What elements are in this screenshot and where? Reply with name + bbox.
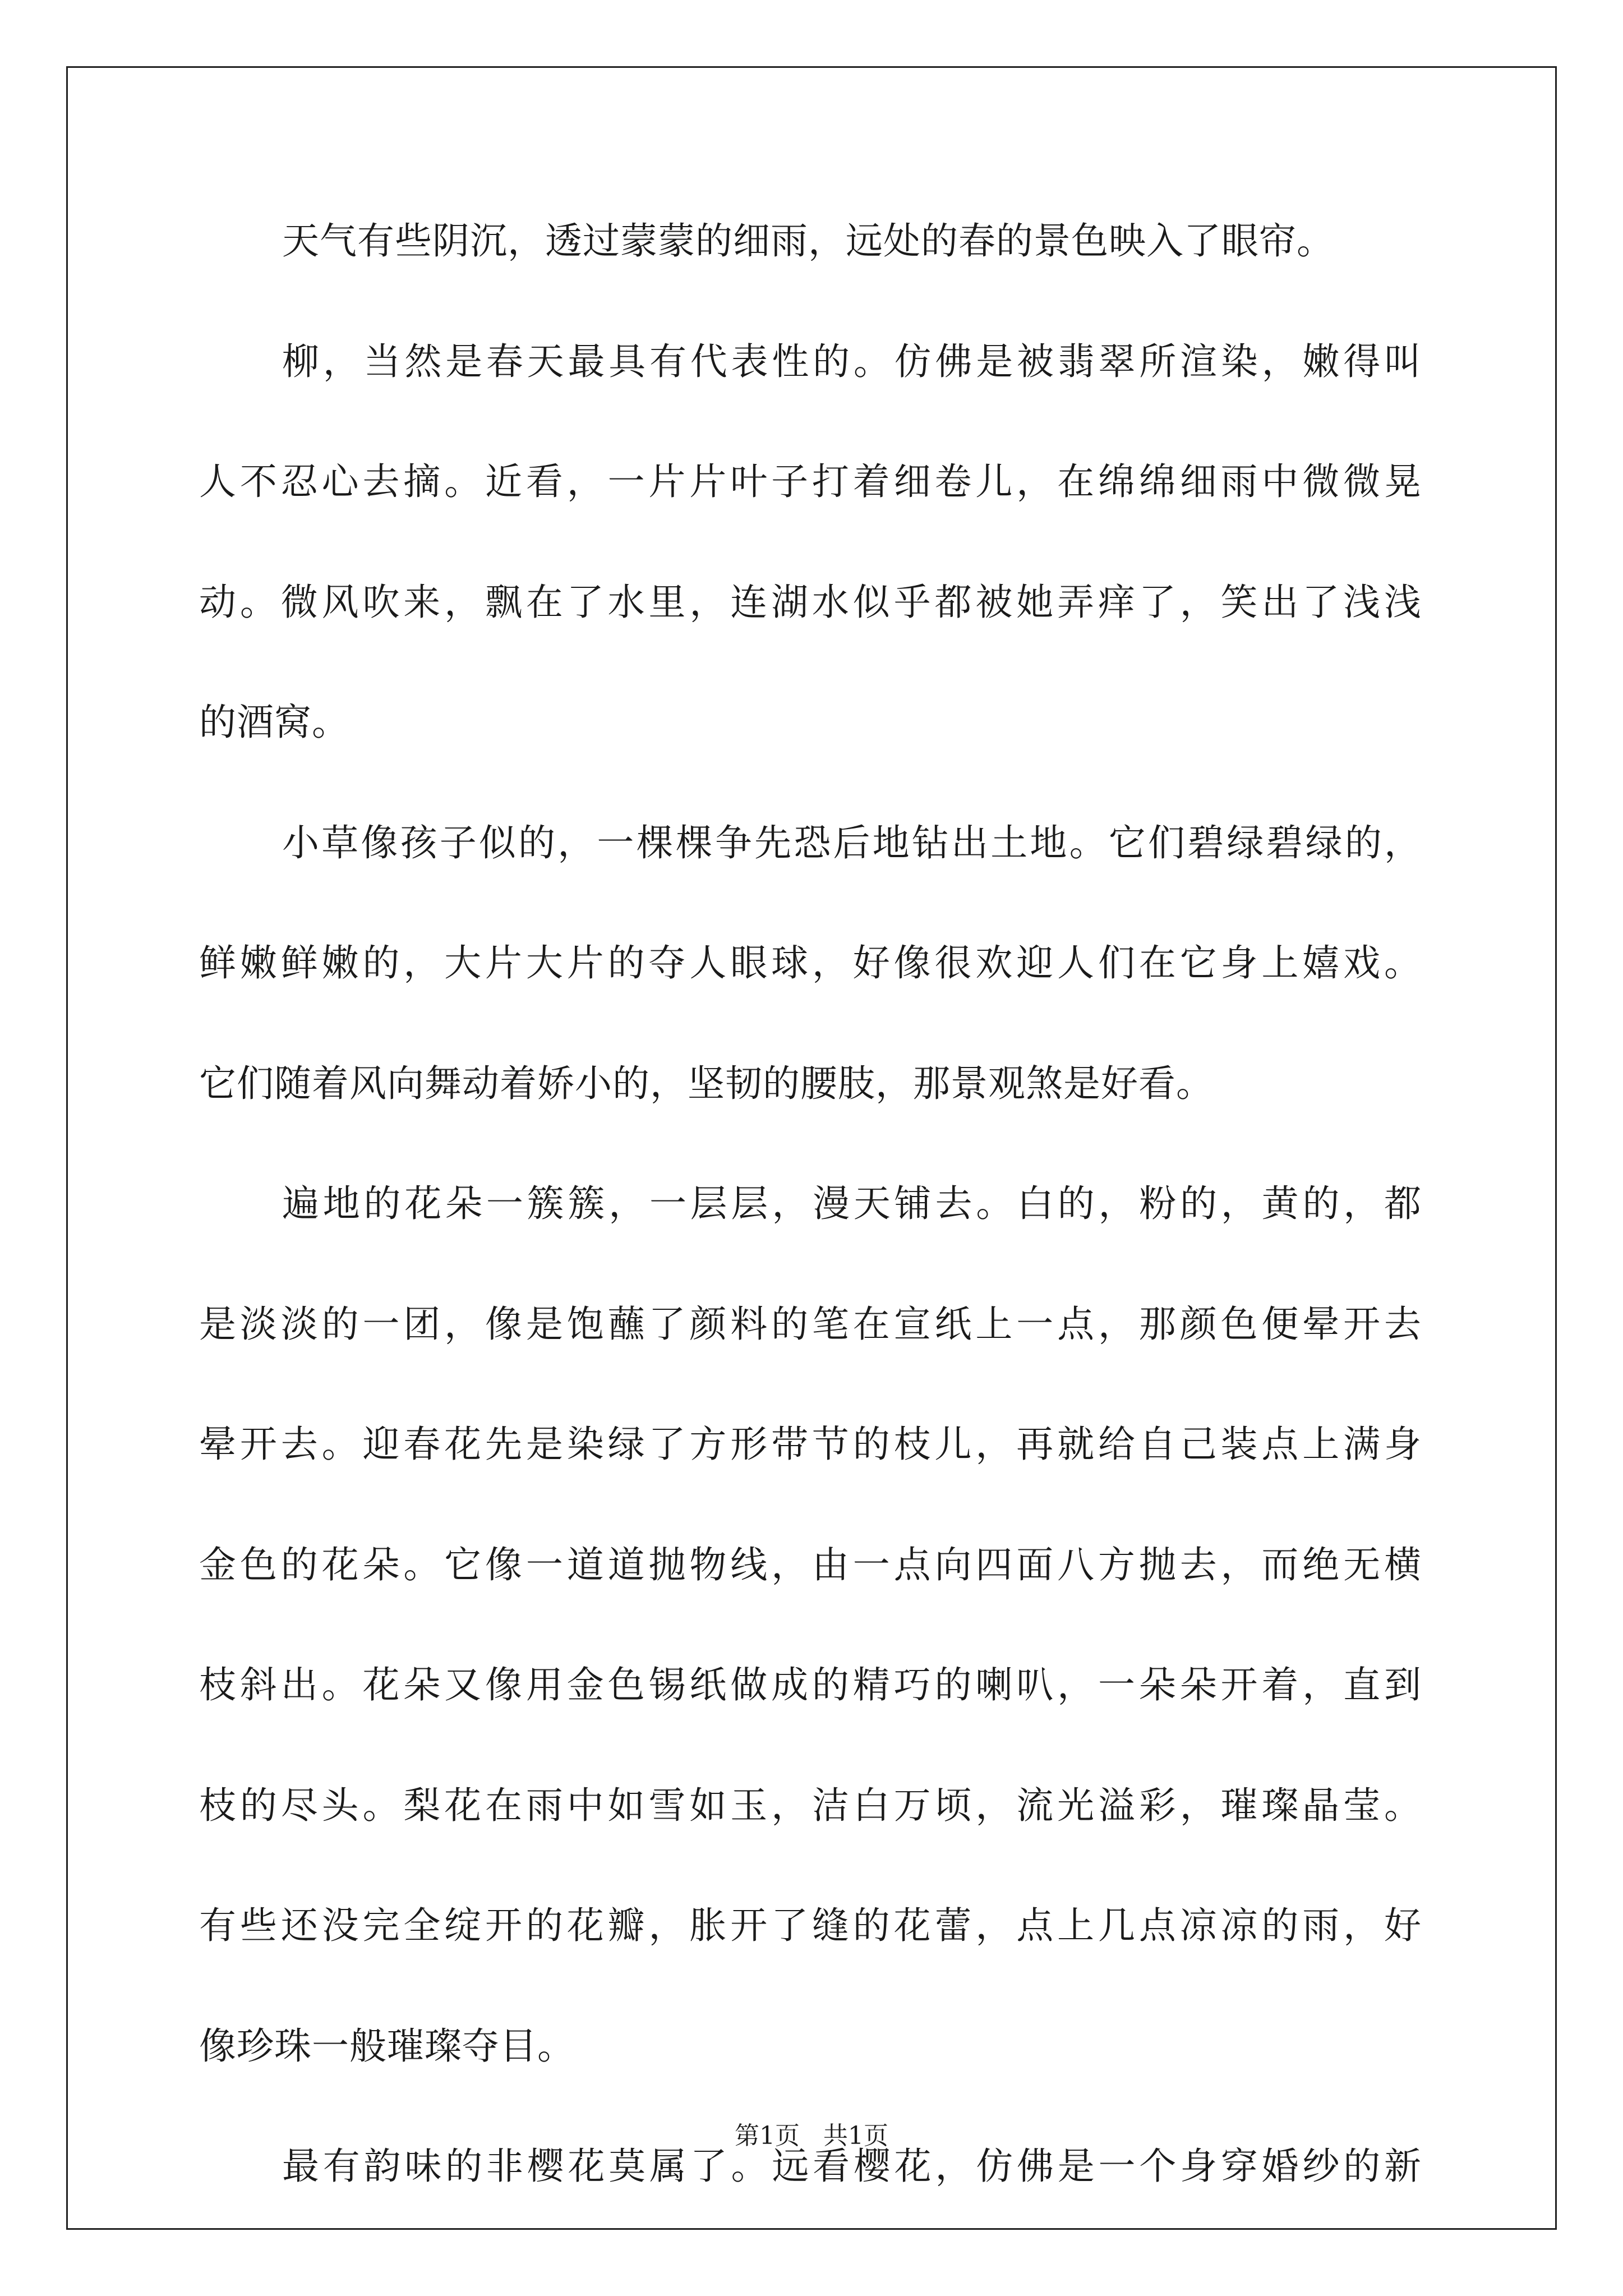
document-body [199, 213, 1422, 2259]
text-line: 枝的尽头。梨花在雨中如雪如玉，洁白万顷，流光溢彩，璀璨晶莹。 [199, 1783, 1422, 1827]
text-line: 遍地的花朵一簇簇，一层层，漫天铺去。白的，粉的，黄的，都 [282, 1182, 1422, 1225]
text-line: 金色的花朵。它像一道道抛物线，由一点向四面八方抛去，而绝无横 [199, 1543, 1422, 1586]
text-line: 动。微风吹来，飘在了水里，连湖水似乎都被她弄痒了，笑出了浅浅 [199, 580, 1422, 624]
text-line: 晕开去。迎春花先是染绿了方形带节的枝儿，再就给自己装点上满身 [199, 1423, 1422, 1466]
text-line: 最有韵味的非樱花莫属了。远看樱花，仿佛是一个身穿婚纱的新 [282, 2145, 1422, 2188]
text-line: 人不忍心去摘。近看，一片片叶子打着细卷儿，在绵绵细雨中微微晃 [199, 460, 1422, 503]
text-line: 枝斜出。花朵又像用金色锡纸做成的精巧的喇叭，一朵朵开着，直到 [199, 1663, 1422, 1706]
text-line: 是淡淡的一团，像是饱蘸了颜料的笔在宣纸上一点，那颜色便晕开去 [199, 1302, 1422, 1346]
text-line: 柳，当然是春天最具有代表性的。仿佛是被翡翠所渲染，嫩得叫 [282, 339, 1422, 383]
text-line: 像珍珠一般璀璨夺目。 [199, 2024, 575, 2068]
text-line: 天气有些阴沉，透过蒙蒙的细雨，远处的春的景色映入了眼帘。 [282, 219, 1334, 263]
text-line: 鲜嫩鲜嫩的，大片大片的夺人眼球，好像很欢迎人们在它身上嬉戏。 [199, 941, 1422, 984]
text-line: 有些还没完全绽开的花瓣，胀开了缝的花蕾，点上几点凉凉的雨，好 [199, 1904, 1422, 1947]
page-footer: 第1页 共1页 [735, 2122, 888, 2150]
text-line: 它们随着风向舞动着娇小的，坚韧的腰肢，那景观煞是好看。 [199, 1061, 1214, 1105]
text-line: 小草像孩子似的，一棵棵争先恐后地钻出土地。它们碧绿碧绿的， [282, 821, 1422, 864]
text-line: 的酒窝。 [199, 701, 349, 744]
